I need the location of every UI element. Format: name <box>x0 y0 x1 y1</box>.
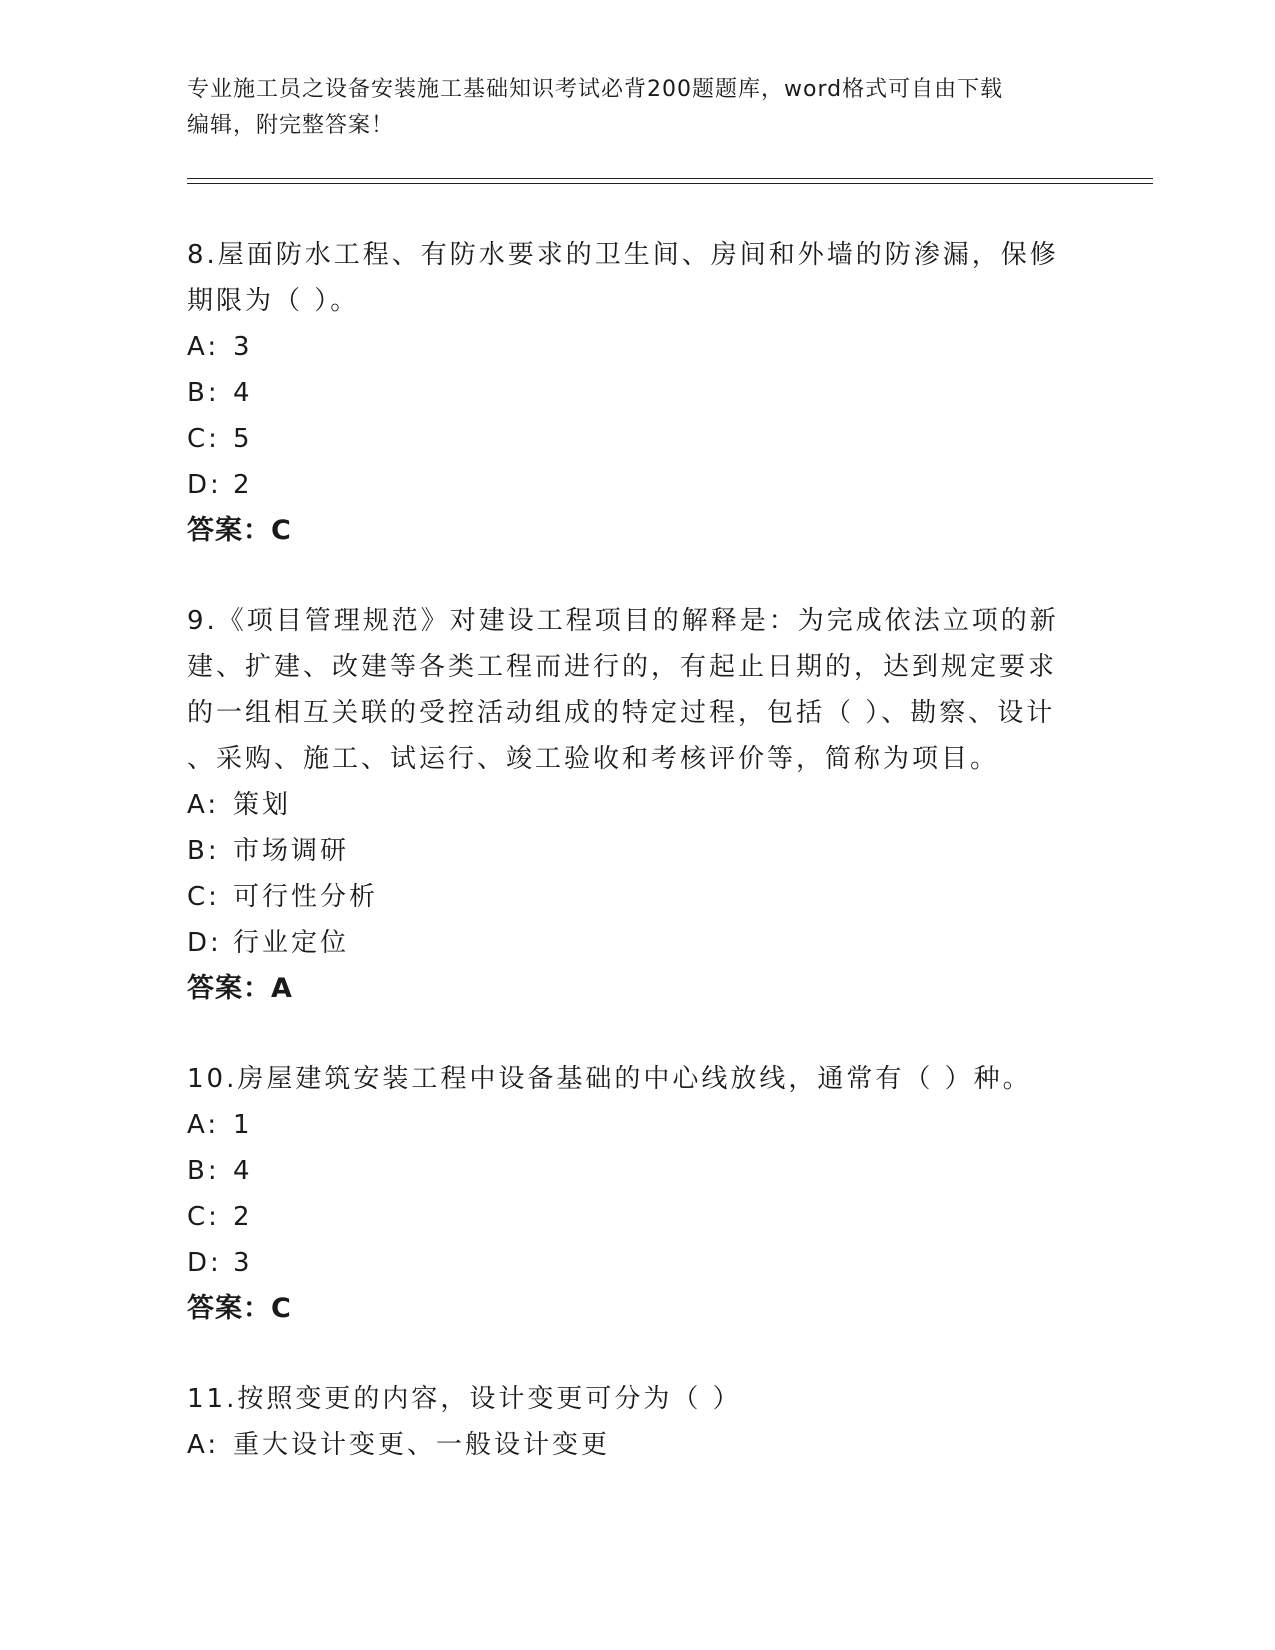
question-stem: 8.屋面防水工程、有防水要求的卫生间、房间和外墙的防渗漏，保修 <box>187 240 1059 270</box>
option-text: 5 <box>233 424 253 454</box>
option-text: 4 <box>233 378 253 408</box>
question-11 <box>187 1376 1087 1468</box>
document-header <box>187 72 1087 144</box>
question-stem: 期限为（ ）。 <box>187 286 360 316</box>
question-10 <box>187 1056 1087 1332</box>
question-stem: 建、扩建、改建等各类工程而进行的，有起止日期的，达到规定要求 <box>187 652 1058 682</box>
header-divider-bottom <box>187 183 1153 184</box>
question-stem: 、采购、施工、试运行、竣工验收和考核评价等，简称为项目。 <box>187 744 1000 774</box>
option-text: 1 <box>233 1110 253 1140</box>
option-c <box>187 1194 1087 1240</box>
option-b <box>187 828 1087 874</box>
option-key: B: <box>187 378 220 408</box>
option-key: D: <box>187 1248 222 1278</box>
option-key: C: <box>187 882 220 912</box>
option-a <box>187 1422 1087 1468</box>
option-text: 3 <box>233 1248 253 1278</box>
option-text: 3 <box>233 332 253 362</box>
option-key: B: <box>187 836 220 866</box>
option-key: A: <box>187 790 220 820</box>
option-text: 2 <box>233 470 253 500</box>
header-line-1: 专业施工员之设备安装施工基础知识考试必背200题题库，word格式可自由下载 <box>187 77 1004 102</box>
option-text: 策划 <box>233 790 292 820</box>
option-d <box>187 462 1087 508</box>
option-key: C: <box>187 424 220 454</box>
answer-label: 答案：C <box>187 1293 292 1324</box>
option-c <box>187 416 1087 462</box>
question-stem: 9.《项目管理规范》对建设工程项目的解释是：为完成依法立项的新 <box>187 606 1059 636</box>
option-key: C: <box>187 1202 220 1232</box>
option-text: 市场调研 <box>233 836 350 866</box>
option-a <box>187 1102 1087 1148</box>
option-key: B: <box>187 1156 220 1186</box>
option-text: 4 <box>233 1156 253 1186</box>
option-key: A: <box>187 1430 220 1460</box>
question-9 <box>187 598 1087 1012</box>
option-a <box>187 782 1087 828</box>
option-text: 可行性分析 <box>233 882 379 912</box>
question-8 <box>187 232 1087 554</box>
option-key: A: <box>187 332 220 362</box>
option-b <box>187 1148 1087 1194</box>
answer-label: 答案：C <box>187 515 292 546</box>
question-stem: 10.房屋建筑安装工程中设备基础的中心线放线，通常有（ ）种。 <box>187 1064 1032 1094</box>
option-key: D: <box>187 928 222 958</box>
option-b <box>187 370 1087 416</box>
question-stem: 的一组相互关联的受控活动组成的特定过程，包括（ ）、勘察、设计 <box>187 698 1056 728</box>
answer-label: 答案：A <box>187 973 293 1004</box>
option-c <box>187 874 1087 920</box>
header-divider-top <box>187 178 1153 179</box>
option-text: 行业定位 <box>233 928 350 958</box>
header-line-2: 编辑，附完整答案！ <box>187 113 395 138</box>
option-a <box>187 324 1087 370</box>
option-text: 2 <box>233 1202 253 1232</box>
question-list <box>187 232 1087 1512</box>
option-key: A: <box>187 1110 220 1140</box>
option-key: D: <box>187 470 222 500</box>
option-d <box>187 920 1087 966</box>
option-d <box>187 1240 1087 1286</box>
option-text: 重大设计变更、一般设计变更 <box>233 1430 611 1460</box>
question-stem: 11.按照变更的内容，设计变更可分为（ ） <box>187 1384 742 1414</box>
